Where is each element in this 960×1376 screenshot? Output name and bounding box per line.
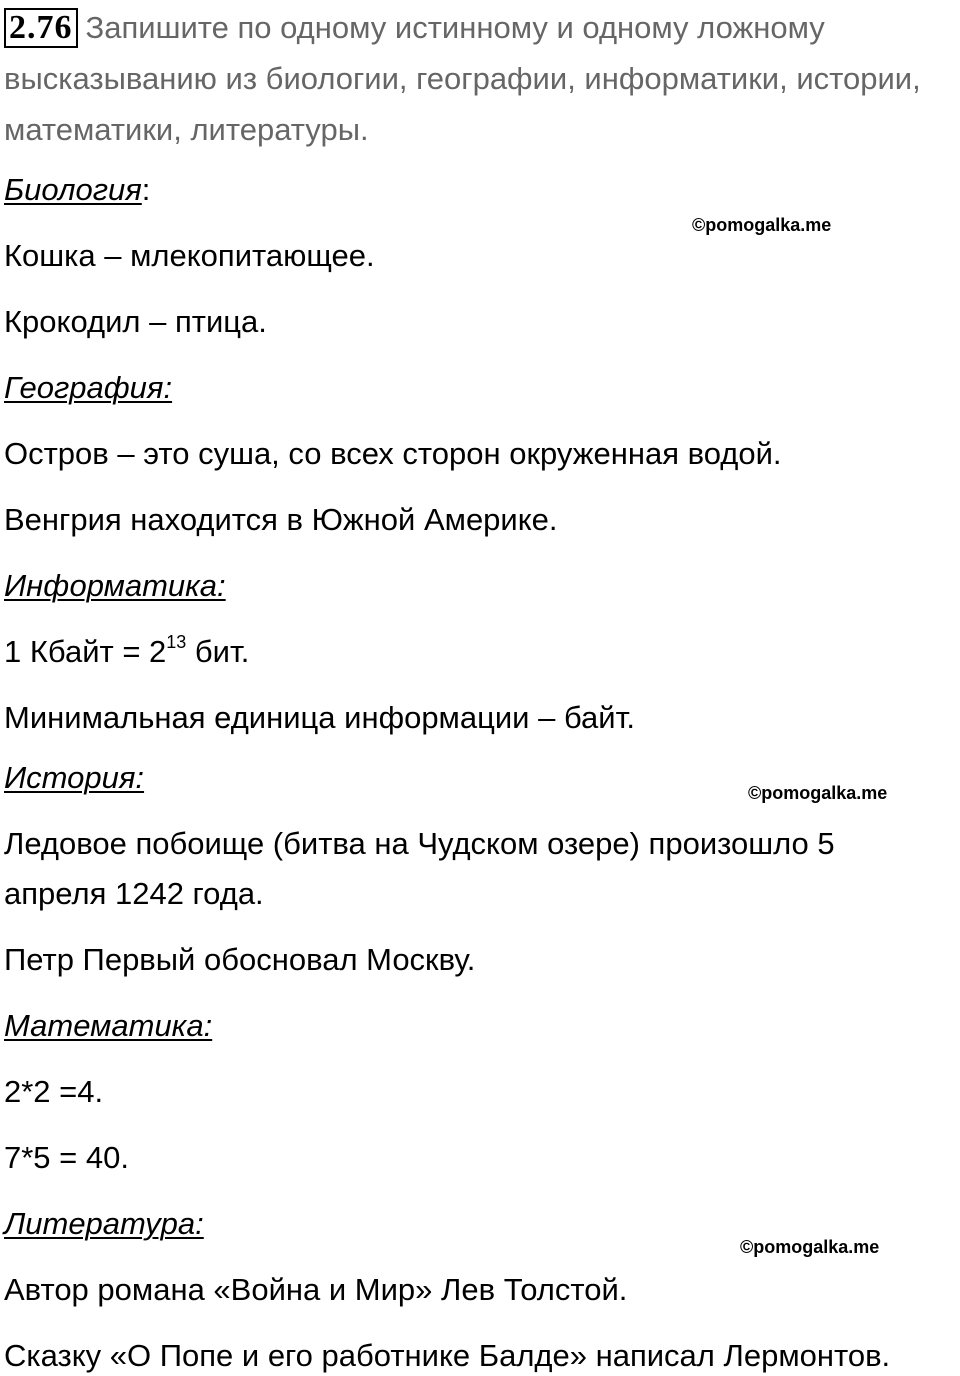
task-number: 2.76 [4, 8, 78, 48]
heading-informatics: Информатика: [4, 568, 226, 603]
statement: 2*2 =4. [4, 1074, 104, 1109]
statement: Ледовое побоище (битва на Чудском озере) произошло 5 [4, 826, 835, 861]
statement-formula: 1 Кбайт = $2^{13}$ бит. [4, 632, 250, 669]
heading-history: История: [4, 760, 145, 795]
statement: Петр Первый обосновал Москву. [4, 942, 476, 977]
statement: Остров – это суша, со всех сторон окруженная водой. [4, 436, 782, 471]
task-statement [4, 2, 954, 155]
statement: Сказку «О Попе и его работнике Балде» написал Лермонтов. [4, 1338, 891, 1373]
statement: Венгрия находится в Южной Америке. [4, 502, 558, 537]
heading-geography: География: [4, 370, 173, 405]
watermark: ©pomogalka.me [748, 783, 888, 803]
statement: 7*5 = 40. [4, 1140, 129, 1175]
watermark: ©pomogalka.me [740, 1237, 880, 1257]
watermark: ©pomogalka.me [692, 215, 832, 235]
statement: Минимальная единица информации – байт. [4, 700, 635, 735]
statement: Крокодил – птица. [4, 304, 267, 339]
task-text: Запишите по одному истинному и одному ложному высказыванию из биологии, географии, информатики, истории, математики, литературы. [4, 10, 921, 147]
heading-biology: Биология: [4, 172, 151, 207]
statement: Автор романа «Война и Мир» Лев Толстой. [4, 1272, 628, 1307]
heading-literature: Литература: [4, 1206, 204, 1241]
heading-math: Математика: [4, 1008, 213, 1043]
statement: Кошка – млекопитающее. [4, 238, 375, 273]
statement: апреля 1242 года. [4, 876, 264, 911]
